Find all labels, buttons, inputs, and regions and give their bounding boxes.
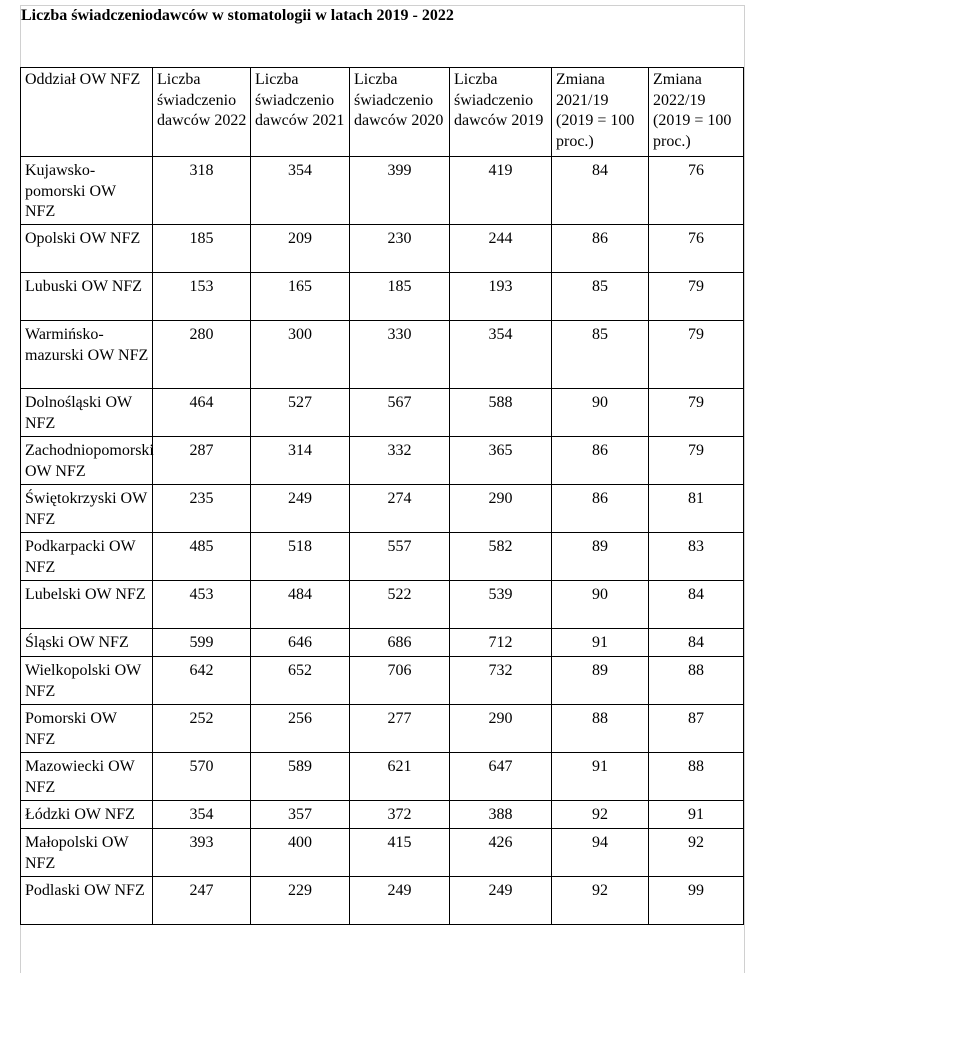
value-cell: 712 bbox=[450, 629, 552, 657]
value-cell: 247 bbox=[153, 877, 251, 925]
value-cell: 589 bbox=[251, 753, 350, 801]
table-row bbox=[21, 157, 744, 225]
table-row bbox=[21, 657, 744, 705]
value-cell: 153 bbox=[153, 273, 251, 321]
value-cell: 314 bbox=[251, 437, 350, 485]
header-cell: Zmiana 2021/19 (2019 = 100 proc.) bbox=[552, 68, 649, 157]
value-cell: 249 bbox=[251, 485, 350, 533]
value-cell: 79 bbox=[649, 321, 744, 389]
value-cell: 582 bbox=[450, 533, 552, 581]
value-cell: 185 bbox=[153, 225, 251, 273]
table-row bbox=[21, 629, 744, 657]
value-cell: 539 bbox=[450, 581, 552, 629]
value-cell: 518 bbox=[251, 533, 350, 581]
branch-name-cell: Podkarpacki OW NFZ bbox=[21, 533, 153, 581]
value-cell: 87 bbox=[649, 705, 744, 753]
value-cell: 290 bbox=[450, 705, 552, 753]
value-cell: 399 bbox=[350, 157, 450, 225]
value-cell: 415 bbox=[350, 829, 450, 877]
value-cell: 91 bbox=[552, 753, 649, 801]
table-row bbox=[21, 533, 744, 581]
branch-name-cell: Lubuski OW NFZ bbox=[21, 273, 153, 321]
value-cell: 83 bbox=[649, 533, 744, 581]
value-cell: 90 bbox=[552, 581, 649, 629]
value-cell: 330 bbox=[350, 321, 450, 389]
value-cell: 85 bbox=[552, 321, 649, 389]
value-cell: 621 bbox=[350, 753, 450, 801]
table-row bbox=[21, 801, 744, 829]
value-cell: 393 bbox=[153, 829, 251, 877]
value-cell: 732 bbox=[450, 657, 552, 705]
value-cell: 642 bbox=[153, 657, 251, 705]
value-cell: 89 bbox=[552, 657, 649, 705]
value-cell: 86 bbox=[552, 225, 649, 273]
branch-name-cell: Śląski OW NFZ bbox=[21, 629, 153, 657]
value-cell: 318 bbox=[153, 157, 251, 225]
header-cell: Zmiana 2022/19 (2019 = 100 proc.) bbox=[649, 68, 744, 157]
value-cell: 522 bbox=[350, 581, 450, 629]
value-cell: 419 bbox=[450, 157, 552, 225]
header-cell: Liczba świadczenio dawców 2022 bbox=[153, 68, 251, 157]
value-cell: 244 bbox=[450, 225, 552, 273]
value-cell: 76 bbox=[649, 225, 744, 273]
value-cell: 464 bbox=[153, 389, 251, 437]
branch-name-cell: Mazowiecki OW NFZ bbox=[21, 753, 153, 801]
value-cell: 92 bbox=[552, 877, 649, 925]
value-cell: 76 bbox=[649, 157, 744, 225]
value-cell: 91 bbox=[649, 801, 744, 829]
value-cell: 86 bbox=[552, 485, 649, 533]
header-cell: Oddział OW NFZ bbox=[21, 68, 153, 157]
value-cell: 400 bbox=[251, 829, 350, 877]
value-cell: 426 bbox=[450, 829, 552, 877]
header-cell: Liczba świadczenio dawców 2021 bbox=[251, 68, 350, 157]
value-cell: 193 bbox=[450, 273, 552, 321]
value-cell: 354 bbox=[251, 157, 350, 225]
branch-name-cell: Zachodniopomorski OW NFZ bbox=[21, 437, 153, 485]
value-cell: 300 bbox=[251, 321, 350, 389]
header-cell: Liczba świadczenio dawców 2019 bbox=[450, 68, 552, 157]
value-cell: 277 bbox=[350, 705, 450, 753]
value-cell: 557 bbox=[350, 533, 450, 581]
value-cell: 89 bbox=[552, 533, 649, 581]
data-table bbox=[20, 67, 744, 925]
table-row bbox=[21, 705, 744, 753]
value-cell: 84 bbox=[552, 157, 649, 225]
value-cell: 290 bbox=[450, 485, 552, 533]
value-cell: 647 bbox=[450, 753, 552, 801]
value-cell: 484 bbox=[251, 581, 350, 629]
value-cell: 91 bbox=[552, 629, 649, 657]
header-row bbox=[21, 68, 744, 157]
value-cell: 165 bbox=[251, 273, 350, 321]
branch-name-cell: Wielkopolski OW NFZ bbox=[21, 657, 153, 705]
branch-name-cell: Opolski OW NFZ bbox=[21, 225, 153, 273]
value-cell: 88 bbox=[552, 705, 649, 753]
branch-name-cell: Pomorski OW NFZ bbox=[21, 705, 153, 753]
value-cell: 81 bbox=[649, 485, 744, 533]
value-cell: 372 bbox=[350, 801, 450, 829]
value-cell: 567 bbox=[350, 389, 450, 437]
value-cell: 706 bbox=[350, 657, 450, 705]
value-cell: 453 bbox=[153, 581, 251, 629]
branch-name-cell: Łódzki OW NFZ bbox=[21, 801, 153, 829]
value-cell: 229 bbox=[251, 877, 350, 925]
value-cell: 354 bbox=[153, 801, 251, 829]
value-cell: 92 bbox=[649, 829, 744, 877]
value-cell: 79 bbox=[649, 273, 744, 321]
page-title: Liczba świadczeniodawców w stomatologii w latach 2019 - 2022 bbox=[21, 7, 454, 24]
value-cell: 256 bbox=[251, 705, 350, 753]
value-cell: 230 bbox=[350, 225, 450, 273]
value-cell: 287 bbox=[153, 437, 251, 485]
value-cell: 88 bbox=[649, 753, 744, 801]
table-row bbox=[21, 437, 744, 485]
table-row bbox=[21, 321, 744, 389]
value-cell: 588 bbox=[450, 389, 552, 437]
value-cell: 646 bbox=[251, 629, 350, 657]
value-cell: 249 bbox=[450, 877, 552, 925]
table-row bbox=[21, 273, 744, 321]
value-cell: 92 bbox=[552, 801, 649, 829]
branch-name-cell: Lubelski OW NFZ bbox=[21, 581, 153, 629]
value-cell: 185 bbox=[350, 273, 450, 321]
table-row bbox=[21, 485, 744, 533]
value-cell: 365 bbox=[450, 437, 552, 485]
value-cell: 90 bbox=[552, 389, 649, 437]
value-cell: 570 bbox=[153, 753, 251, 801]
table-row bbox=[21, 581, 744, 629]
value-cell: 527 bbox=[251, 389, 350, 437]
value-cell: 652 bbox=[251, 657, 350, 705]
branch-name-cell: Świętokrzyski OW NFZ bbox=[21, 485, 153, 533]
value-cell: 252 bbox=[153, 705, 251, 753]
value-cell: 79 bbox=[649, 437, 744, 485]
table-row bbox=[21, 753, 744, 801]
value-cell: 86 bbox=[552, 437, 649, 485]
table-row bbox=[21, 389, 744, 437]
table-row bbox=[21, 877, 744, 925]
branch-name-cell: Podlaski OW NFZ bbox=[21, 877, 153, 925]
value-cell: 94 bbox=[552, 829, 649, 877]
value-cell: 388 bbox=[450, 801, 552, 829]
table-body bbox=[21, 157, 744, 925]
header-cell: Liczba świadczenio dawców 2020 bbox=[350, 68, 450, 157]
table-row bbox=[21, 829, 744, 877]
value-cell: 485 bbox=[153, 533, 251, 581]
value-cell: 88 bbox=[649, 657, 744, 705]
value-cell: 85 bbox=[552, 273, 649, 321]
value-cell: 357 bbox=[251, 801, 350, 829]
value-cell: 249 bbox=[350, 877, 450, 925]
value-cell: 274 bbox=[350, 485, 450, 533]
value-cell: 280 bbox=[153, 321, 251, 389]
branch-name-cell: Dolnośląski OW NFZ bbox=[21, 389, 153, 437]
value-cell: 209 bbox=[251, 225, 350, 273]
value-cell: 99 bbox=[649, 877, 744, 925]
branch-name-cell: Warmińsko-mazurski OW NFZ bbox=[21, 321, 153, 389]
value-cell: 332 bbox=[350, 437, 450, 485]
value-cell: 84 bbox=[649, 581, 744, 629]
value-cell: 235 bbox=[153, 485, 251, 533]
branch-name-cell: Kujawsko-pomorski OW NFZ bbox=[21, 157, 153, 225]
table-row bbox=[21, 225, 744, 273]
branch-name-cell: Małopolski OW NFZ bbox=[21, 829, 153, 877]
value-cell: 84 bbox=[649, 629, 744, 657]
value-cell: 686 bbox=[350, 629, 450, 657]
value-cell: 79 bbox=[649, 389, 744, 437]
value-cell: 354 bbox=[450, 321, 552, 389]
value-cell: 599 bbox=[153, 629, 251, 657]
